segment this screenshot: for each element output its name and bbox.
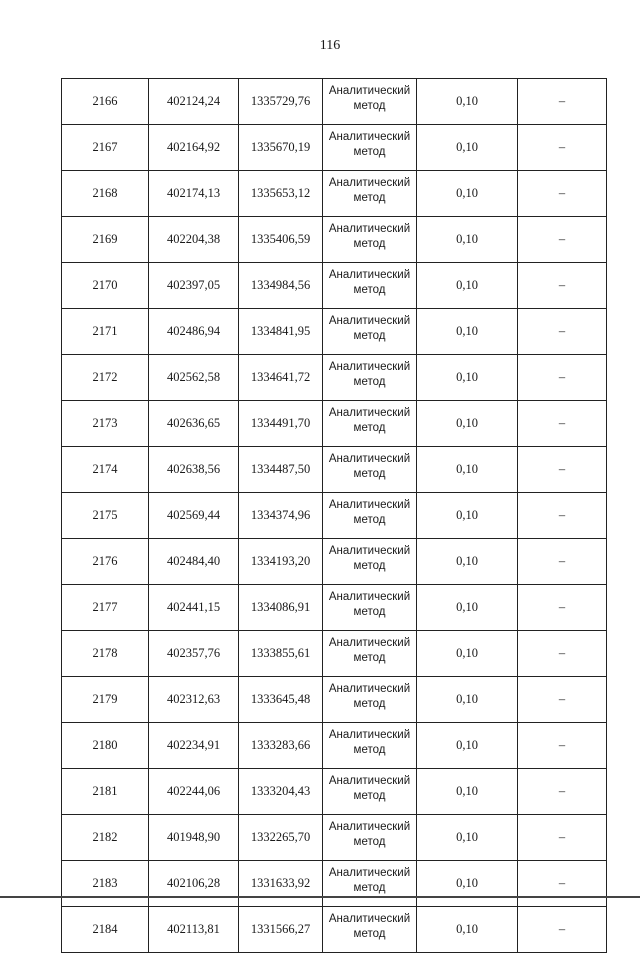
method-line-1: Аналитический: [328, 499, 411, 511]
method-line-2: метод: [353, 882, 386, 894]
table-row: [62, 723, 607, 769]
note-cell: –: [518, 815, 607, 861]
y-coordinate-cell: 1333283,66: [239, 723, 323, 769]
table-row: [62, 677, 607, 723]
note-cell: –: [518, 723, 607, 769]
note-cell: –: [518, 309, 607, 355]
method-cell: [323, 907, 417, 953]
point-number-cell: 2171: [62, 309, 149, 355]
method-cell: [323, 493, 417, 539]
method-line-1: Аналитический: [328, 821, 411, 833]
table-row: [62, 815, 607, 861]
table-row: [62, 769, 607, 815]
x-coordinate-cell: 402397,05: [149, 263, 239, 309]
accuracy-cell: 0,10: [417, 401, 518, 447]
point-number-cell: 2176: [62, 539, 149, 585]
table-row: [62, 125, 607, 171]
method-line-2: метод: [353, 146, 386, 158]
x-coordinate-cell: 402124,24: [149, 79, 239, 125]
note-cell: –: [518, 631, 607, 677]
y-coordinate-cell: 1334193,20: [239, 539, 323, 585]
method-cell: [323, 769, 417, 815]
point-number-cell: 2167: [62, 125, 149, 171]
table-row: [62, 493, 607, 539]
point-number-cell: 2179: [62, 677, 149, 723]
method-line-2: метод: [353, 790, 386, 802]
note-cell: –: [518, 907, 607, 953]
point-number-cell: 2168: [62, 171, 149, 217]
table-row: [62, 309, 607, 355]
method-line-1: Аналитический: [328, 591, 411, 603]
method-line-1: Аналитический: [328, 729, 411, 741]
x-coordinate-cell: 402569,44: [149, 493, 239, 539]
accuracy-cell: 0,10: [417, 539, 518, 585]
method-cell: [323, 447, 417, 493]
method-line-1: Аналитический: [328, 545, 411, 557]
note-cell: –: [518, 769, 607, 815]
note-cell: –: [518, 585, 607, 631]
method-cell: [323, 585, 417, 631]
accuracy-cell: 0,10: [417, 769, 518, 815]
method-cell: [323, 263, 417, 309]
method-line-1: Аналитический: [328, 453, 411, 465]
page-bottom-edge: [0, 896, 640, 898]
table-row: [62, 355, 607, 401]
method-line-2: метод: [353, 330, 386, 342]
method-line-1: Аналитический: [328, 131, 411, 143]
note-cell: –: [518, 263, 607, 309]
x-coordinate-cell: 402113,81: [149, 907, 239, 953]
method-line-2: метод: [353, 652, 386, 664]
method-line-1: Аналитический: [328, 223, 411, 235]
accuracy-cell: 0,10: [417, 355, 518, 401]
method-cell: [323, 171, 417, 217]
method-cell: [323, 815, 417, 861]
method-line-2: метод: [353, 514, 386, 526]
point-number-cell: 2173: [62, 401, 149, 447]
method-line-2: метод: [353, 928, 386, 940]
method-line-2: метод: [353, 192, 386, 204]
y-coordinate-cell: 1333855,61: [239, 631, 323, 677]
coordinates-table-body: [62, 79, 607, 953]
x-coordinate-cell: 402164,92: [149, 125, 239, 171]
method-line-2: метод: [353, 468, 386, 480]
x-coordinate-cell: 402636,65: [149, 401, 239, 447]
y-coordinate-cell: 1334984,56: [239, 263, 323, 309]
y-coordinate-cell: 1335653,12: [239, 171, 323, 217]
accuracy-cell: 0,10: [417, 907, 518, 953]
method-cell: [323, 309, 417, 355]
table-row: [62, 217, 607, 263]
table-row: [62, 401, 607, 447]
method-line-1: Аналитический: [328, 637, 411, 649]
x-coordinate-cell: 402312,63: [149, 677, 239, 723]
table-row: [62, 447, 607, 493]
point-number-cell: 2178: [62, 631, 149, 677]
table-row: [62, 585, 607, 631]
method-line-2: метод: [353, 376, 386, 388]
method-line-1: Аналитический: [328, 315, 411, 327]
x-coordinate-cell: 402106,28: [149, 861, 239, 907]
y-coordinate-cell: 1331566,27: [239, 907, 323, 953]
point-number-cell: 2182: [62, 815, 149, 861]
method-cell: [323, 79, 417, 125]
y-coordinate-cell: 1333645,48: [239, 677, 323, 723]
method-cell: [323, 539, 417, 585]
method-cell: [323, 401, 417, 447]
table-row: [62, 861, 607, 907]
note-cell: –: [518, 677, 607, 723]
accuracy-cell: 0,10: [417, 217, 518, 263]
point-number-cell: 2181: [62, 769, 149, 815]
x-coordinate-cell: 402562,58: [149, 355, 239, 401]
point-number-cell: 2180: [62, 723, 149, 769]
method-cell: [323, 631, 417, 677]
y-coordinate-cell: 1335729,76: [239, 79, 323, 125]
table-row: [62, 263, 607, 309]
x-coordinate-cell: 402441,15: [149, 585, 239, 631]
page-number: 116: [319, 38, 341, 53]
method-line-2: метод: [353, 422, 386, 434]
y-coordinate-cell: 1334641,72: [239, 355, 323, 401]
accuracy-cell: 0,10: [417, 263, 518, 309]
note-cell: –: [518, 401, 607, 447]
method-line-2: метод: [353, 284, 386, 296]
table-row: [62, 631, 607, 677]
table-row: [62, 907, 607, 953]
method-line-2: метод: [353, 606, 386, 618]
note-cell: –: [518, 217, 607, 263]
note-cell: –: [518, 447, 607, 493]
point-number-cell: 2183: [62, 861, 149, 907]
accuracy-cell: 0,10: [417, 125, 518, 171]
point-number-cell: 2177: [62, 585, 149, 631]
accuracy-cell: 0,10: [417, 815, 518, 861]
accuracy-cell: 0,10: [417, 861, 518, 907]
point-number-cell: 2166: [62, 79, 149, 125]
y-coordinate-cell: 1332265,70: [239, 815, 323, 861]
note-cell: –: [518, 493, 607, 539]
accuracy-cell: 0,10: [417, 309, 518, 355]
x-coordinate-cell: 402244,06: [149, 769, 239, 815]
point-number-cell: 2174: [62, 447, 149, 493]
method-line-2: метод: [353, 238, 386, 250]
method-line-1: Аналитический: [328, 867, 411, 879]
y-coordinate-cell: 1334487,50: [239, 447, 323, 493]
accuracy-cell: 0,10: [417, 79, 518, 125]
note-cell: –: [518, 355, 607, 401]
x-coordinate-cell: 402234,91: [149, 723, 239, 769]
y-coordinate-cell: 1334086,91: [239, 585, 323, 631]
point-number-cell: 2170: [62, 263, 149, 309]
accuracy-cell: 0,10: [417, 677, 518, 723]
y-coordinate-cell: 1335406,59: [239, 217, 323, 263]
method-line-2: метод: [353, 836, 386, 848]
method-cell: [323, 677, 417, 723]
y-coordinate-cell: 1334491,70: [239, 401, 323, 447]
point-number-cell: 2175: [62, 493, 149, 539]
accuracy-cell: 0,10: [417, 631, 518, 677]
note-cell: –: [518, 861, 607, 907]
x-coordinate-cell: 402204,38: [149, 217, 239, 263]
method-line-2: метод: [353, 100, 386, 112]
accuracy-cell: 0,10: [417, 585, 518, 631]
y-coordinate-cell: 1331633,92: [239, 861, 323, 907]
method-line-1: Аналитический: [328, 177, 411, 189]
accuracy-cell: 0,10: [417, 171, 518, 217]
table-row: [62, 171, 607, 217]
accuracy-cell: 0,10: [417, 493, 518, 539]
note-cell: –: [518, 125, 607, 171]
x-coordinate-cell: 401948,90: [149, 815, 239, 861]
table-row: [62, 539, 607, 585]
x-coordinate-cell: 402174,13: [149, 171, 239, 217]
method-line-1: Аналитический: [328, 361, 411, 373]
method-line-1: Аналитический: [328, 913, 411, 925]
x-coordinate-cell: 402638,56: [149, 447, 239, 493]
point-number-cell: 2169: [62, 217, 149, 263]
y-coordinate-cell: 1335670,19: [239, 125, 323, 171]
method-cell: [323, 125, 417, 171]
y-coordinate-cell: 1333204,43: [239, 769, 323, 815]
method-line-2: метод: [353, 744, 386, 756]
method-line-1: Аналитический: [328, 407, 411, 419]
method-line-1: Аналитический: [328, 775, 411, 787]
note-cell: –: [518, 79, 607, 125]
x-coordinate-cell: 402357,76: [149, 631, 239, 677]
method-line-2: метод: [353, 698, 386, 710]
x-coordinate-cell: 402486,94: [149, 309, 239, 355]
method-line-2: метод: [353, 560, 386, 572]
accuracy-cell: 0,10: [417, 447, 518, 493]
y-coordinate-cell: 1334374,96: [239, 493, 323, 539]
point-number-cell: 2172: [62, 355, 149, 401]
method-line-1: Аналитический: [328, 683, 411, 695]
method-line-1: Аналитический: [328, 85, 411, 97]
note-cell: –: [518, 171, 607, 217]
note-cell: –: [518, 539, 607, 585]
method-cell: [323, 217, 417, 263]
method-cell: [323, 355, 417, 401]
table-row: [62, 79, 607, 125]
method-cell: [323, 723, 417, 769]
method-line-1: Аналитический: [328, 269, 411, 281]
y-coordinate-cell: 1334841,95: [239, 309, 323, 355]
point-number-cell: 2184: [62, 907, 149, 953]
method-cell: [323, 861, 417, 907]
x-coordinate-cell: 402484,40: [149, 539, 239, 585]
accuracy-cell: 0,10: [417, 723, 518, 769]
coordinates-table: [61, 78, 607, 953]
